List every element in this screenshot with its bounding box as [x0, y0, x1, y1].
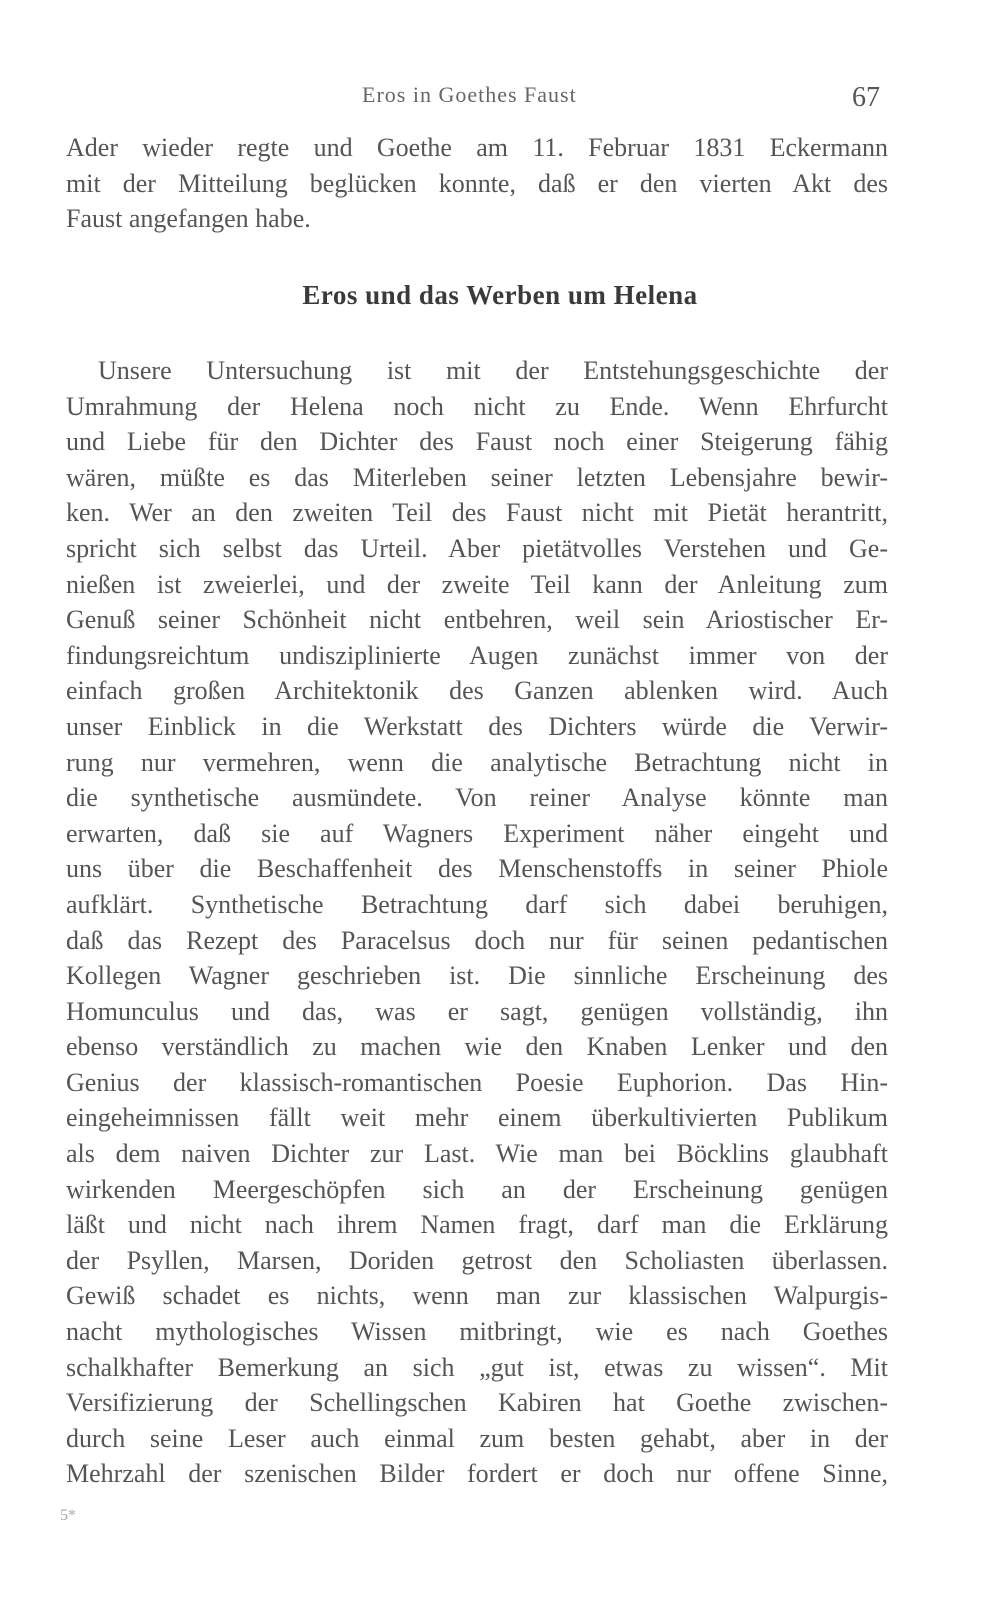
text-line: Mehrzahl der szenischen Bilder fordert er doch nur offene Sinne,: [66, 1459, 888, 1489]
running-title: Eros in Goethes Faust: [362, 82, 577, 107]
page-number: 67: [852, 82, 880, 113]
text-line: uns über die Beschaffenheit des Menschenstoffs in seiner Phiole: [66, 854, 888, 884]
text-line: ebenso verständlich zu machen wie den Knaben Lenker und den: [66, 1032, 888, 1062]
text-line: Kollegen Wagner geschrieben ist. Die sinnliche Erscheinung des: [66, 961, 888, 991]
text-line: daß das Rezept des Paracelsus doch nur für seinen pedantischen: [66, 925, 888, 955]
text-line: der Psyllen, Marsen, Doriden getrost den Scholiasten überlassen.: [66, 1245, 888, 1275]
text-line: durch seine Leser auch einmal zum besten gehabt, aber in der: [66, 1423, 888, 1453]
text-line: Homunculus und das, was er sagt, genügen vollständig, ihn: [66, 996, 888, 1026]
text-line: Genius der klassisch-romantischen Poesie Euphorion. Das Hin-: [66, 1067, 888, 1097]
text-line: und Liebe für den Dichter des Faust noch einer Steigerung fähig: [66, 427, 888, 457]
text-line: schalkhafter Bemerkung an sich „gut ist, etwas zu wissen“. Mit: [66, 1352, 888, 1382]
text-line: nacht mythologisches Wissen mitbringt, wie es nach Goethes: [66, 1317, 888, 1347]
text-line: läßt und nicht nach ihrem Namen fragt, darf man die Erklärung: [66, 1210, 888, 1240]
text-line: Ader wieder regte und Goethe am 11. Februar 1831 Eckermann: [66, 133, 888, 162]
text-line: einfach großen Architektonik des Ganzen ablenken wird. Auch: [66, 676, 888, 706]
text-line: nießen ist zweierlei, und der zweite Teil kann der Anleitung zum: [66, 569, 888, 599]
text-line: erwarten, daß sie auf Wagners Experiment näher eingeht und: [66, 818, 888, 848]
text-line: Versifizierung der Schellingschen Kabiren hat Goethe zwischen-: [66, 1388, 888, 1418]
text-line: unser Einblick in die Werkstatt des Dichters würde die Verwir-: [66, 711, 888, 741]
text-line: Unsere Untersuchung ist mit der Entstehungsgeschichte der: [98, 356, 888, 385]
text-line: findungsreichtum undisziplinierte Augen zunächst immer von der: [66, 640, 888, 670]
body-paragraph: [66, 353, 888, 1492]
running-head: [0, 80, 1000, 120]
text-line: ken. Wer an den zweiten Teil des Faust nicht mit Pietät herantritt,: [66, 498, 888, 528]
text-line: wirkenden Meergeschöpfen sich an der Erscheinung genügen: [66, 1174, 888, 1204]
text-line: eingeheimnissen fällt weit mehr einem überkultivierten Publikum: [66, 1103, 888, 1133]
text-line: rung nur vermehren, wenn die analytische Betrachtung nicht in: [66, 747, 888, 777]
text-line: Gewiß schadet es nichts, wenn man zur klassischen Walpurgis-: [66, 1281, 888, 1311]
intro-text: [66, 130, 888, 237]
text-line: wären, müßte es das Miterleben seiner letzten Lebensjahre bewir-: [66, 462, 888, 492]
text-line: mit der Mitteilung beglücken konnte, daß er den vierten Akt des: [66, 168, 888, 198]
section-heading: Eros und das Werben um Helena: [302, 280, 698, 310]
text-line: spricht sich selbst das Urteil. Aber pietätvolles Verstehen und Ge-: [66, 533, 888, 563]
text-line: die synthetische ausmündete. Von reiner Analyse könnte man: [66, 783, 888, 813]
text-line: als dem naiven Dichter zur Last. Wie man bei Böcklins glaubhaft: [66, 1139, 888, 1169]
text-line: aufklärt. Synthetische Betrachtung darf sich dabei beruhigen,: [66, 889, 888, 919]
signature-mark: 5*: [60, 1507, 76, 1524]
text-line: Genuß seiner Schönheit nicht entbehren, weil sein Ariostischer Er-: [66, 605, 888, 635]
text-line: Umrahmung der Helena noch nicht zu Ende. Wenn Ehrfurcht: [66, 391, 888, 421]
text-line: Faust angefangen habe.: [66, 204, 311, 234]
